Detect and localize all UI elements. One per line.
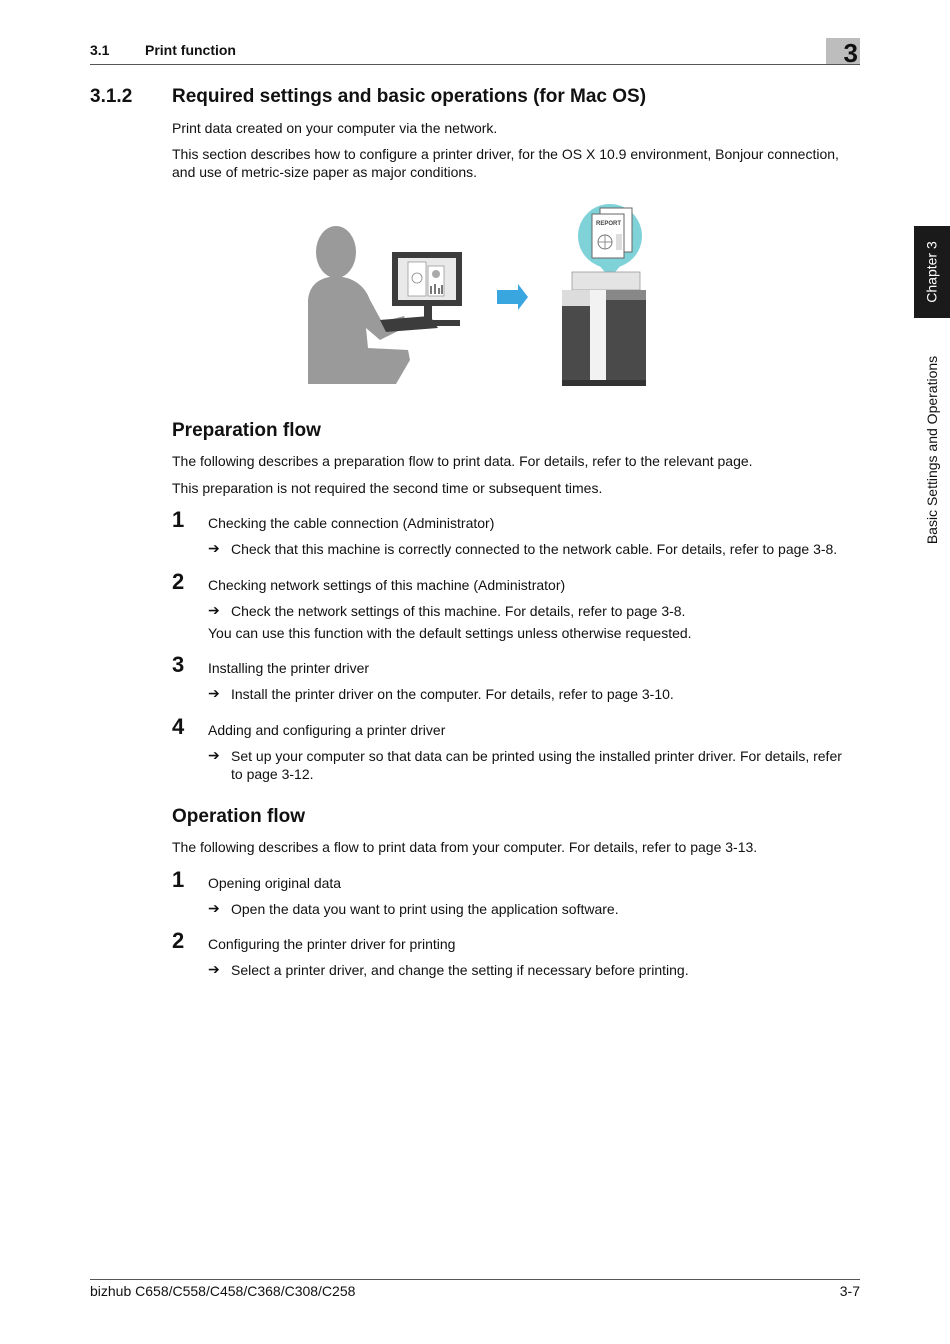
arrow-bullet-icon: ➔ <box>208 747 220 763</box>
header-section-title: Print function <box>145 42 236 58</box>
intro-paragraph-2-line-1: This section describes how to configure a printer driver, for the OS X 10.9 environment, Bonjour connection, <box>172 146 839 162</box>
op-step-1-detail: Open the data you want to print using the application software. <box>231 901 619 917</box>
op-step-2-number: 2 <box>172 928 185 953</box>
section-number: 3.1.2 <box>90 86 133 107</box>
header-rule <box>90 64 860 65</box>
prep-step-1-title: Checking the cable connection (Administrator) <box>208 515 495 531</box>
chapter-side-label: Basic Settings and Operations <box>924 355 940 545</box>
arrow-bullet-icon: ➔ <box>208 540 220 556</box>
op-step-2-title: Configuring the printer driver for printing <box>208 936 456 952</box>
prep-step-2-number: 2 <box>172 569 185 594</box>
arrow-bullet-icon: ➔ <box>208 685 220 701</box>
footer-model: bizhub C658/C558/C458/C368/C308/C258 <box>90 1283 356 1299</box>
report-label: REPORT <box>596 221 622 227</box>
preparation-flow-heading: Preparation flow <box>172 420 321 441</box>
op-step-2-detail: Select a printer driver, and change the setting if necessary before printing. <box>231 962 689 978</box>
intro-paragraph-1: Print data created on your computer via the network. <box>172 120 498 136</box>
arrow-bullet-icon: ➔ <box>208 900 220 916</box>
preparation-intro-1: The following describes a preparation flow to print data. For details, refer to the relevant page. <box>172 453 753 469</box>
arrow-bullet-icon: ➔ <box>208 961 220 977</box>
prep-step-1-detail: Check that this machine is correctly connected to the network cable. For details, refer to page 3-8. <box>231 541 838 557</box>
prep-step-2-note: You can use this function with the default settings unless otherwise requested. <box>208 625 692 641</box>
prep-step-2-detail: Check the network settings of this machine. For details, refer to page 3-8. <box>231 603 686 619</box>
op-step-1-number: 1 <box>172 867 185 892</box>
preparation-intro-2: This preparation is not required the second time or subsequent times. <box>172 480 603 496</box>
header-section-number: 3.1 <box>90 42 110 58</box>
prep-step-4-detail-line-2: to page 3-12. <box>231 766 314 782</box>
intro-paragraph-2-line-2: and use of metric-size paper as major conditions. <box>172 164 478 180</box>
operation-flow-heading: Operation flow <box>172 806 305 827</box>
arrow-right-icon <box>497 284 528 310</box>
prep-step-3-detail: Install the printer driver on the computer. For details, refer to page 3-10. <box>231 686 674 702</box>
prep-step-1-number: 1 <box>172 507 185 532</box>
person-at-computer-icon <box>308 226 462 384</box>
footer-page-number: 3-7 <box>839 1283 860 1299</box>
chapter-side-tab-label: Chapter 3 <box>924 241 941 303</box>
op-step-1-title: Opening original data <box>208 875 342 891</box>
chapter-number: 3 <box>843 38 858 68</box>
print-workflow-illustration <box>300 200 660 390</box>
prep-step-3-number: 3 <box>172 652 185 677</box>
prep-step-2-title: Checking network settings of this machine (Administrator) <box>208 577 566 593</box>
prep-step-4-detail-line-1: Set up your computer so that data can be printed using the installed printer driver. For details, refer <box>231 748 842 764</box>
section-title: Required settings and basic operations (for Mac OS) <box>172 86 647 107</box>
prep-step-3-title: Installing the printer driver <box>208 660 370 676</box>
footer-rule <box>90 1279 860 1280</box>
arrow-bullet-icon: ➔ <box>208 602 220 618</box>
operation-intro: The following describes a flow to print data from your computer. For details, refer to page 3-13. <box>172 839 758 855</box>
mfp-printer-icon <box>562 204 646 386</box>
prep-step-4-title: Adding and configuring a printer driver <box>208 722 446 738</box>
prep-step-4-number: 4 <box>172 714 185 739</box>
